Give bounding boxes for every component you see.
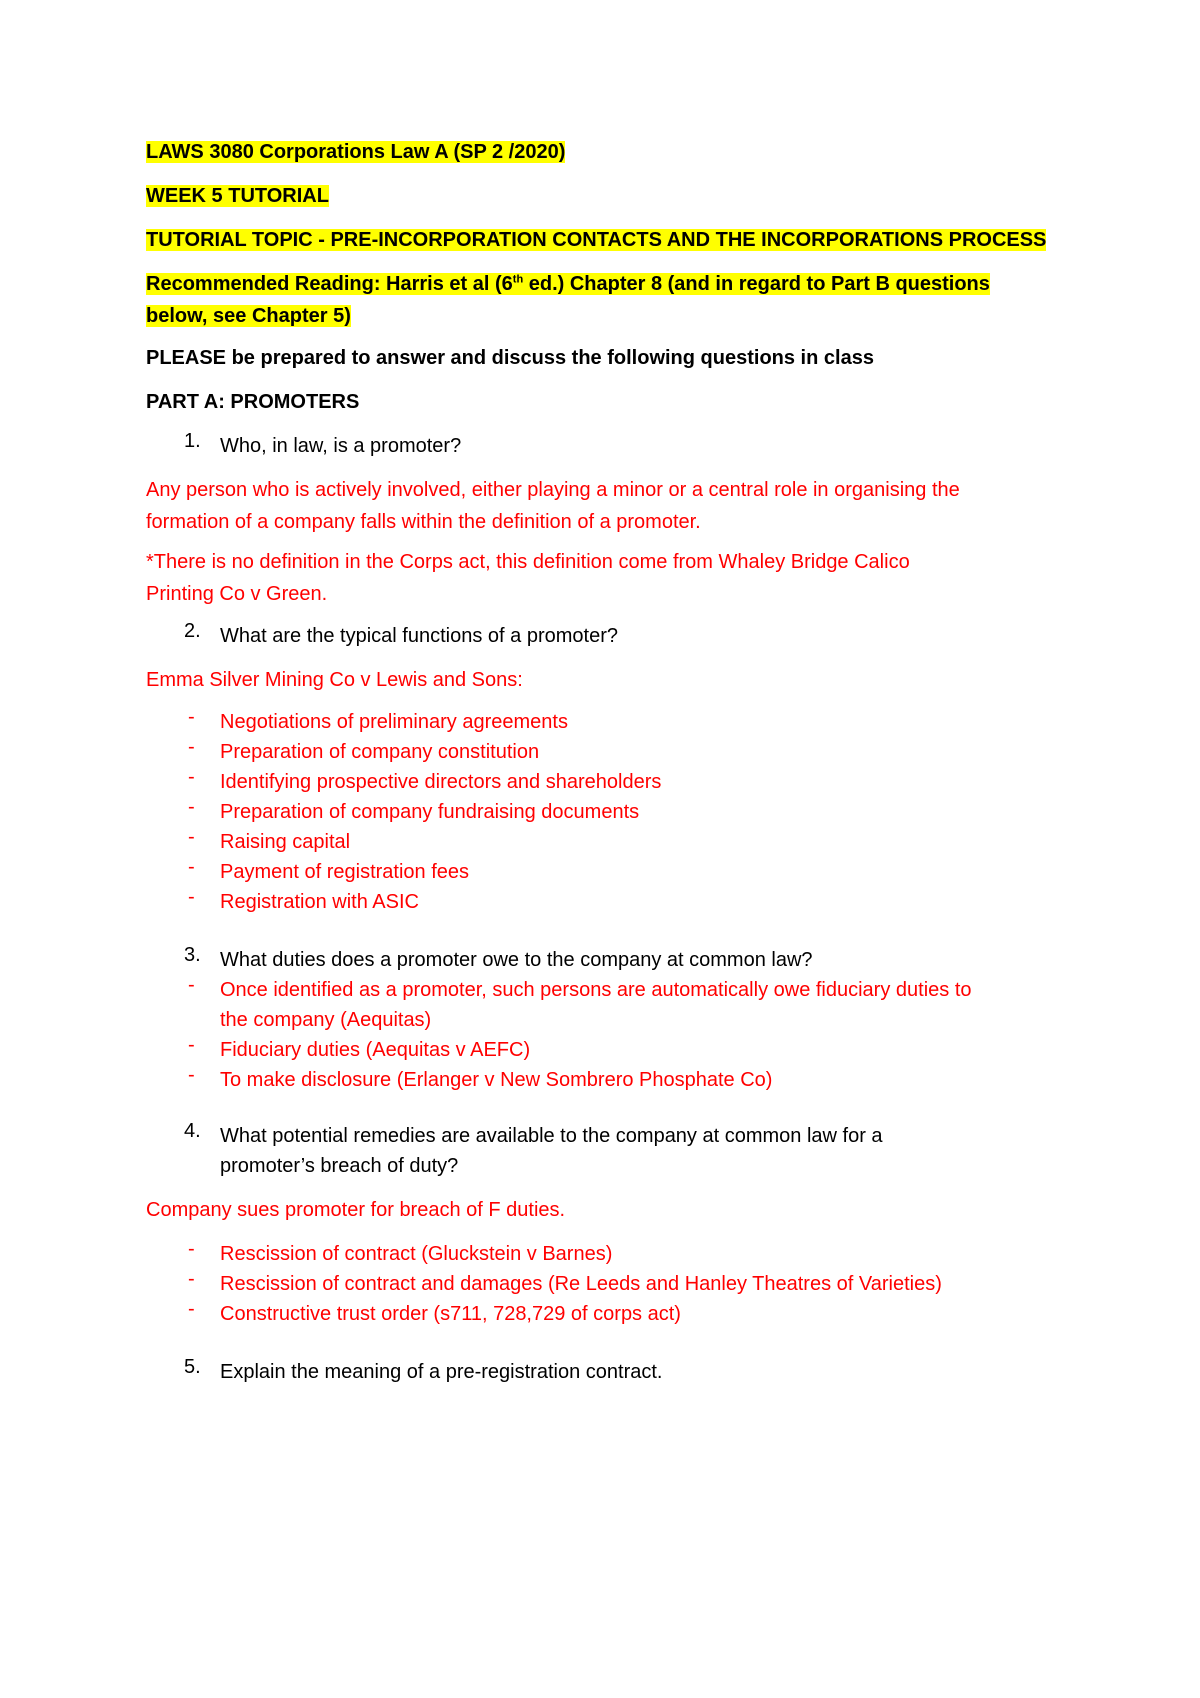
question-3: 3. What duties does a promoter owe to the company at common law? [184,944,813,971]
topic-title: TUTORIAL TOPIC - PRE-INCORPORATION CONTACTS AND THE INCORPORATIONS PROCESS [146,229,1047,251]
list-item: - Preparation of company fundraising documents [188,796,640,823]
list-item: - Once identified as a promoter, such persons are automatically owe fiduciary duties to [188,974,972,1001]
question-4: 4. What potential remedies are available to the company at common law for a [184,1120,883,1147]
question-2: 2. What are the typical functions of a promoter? [184,620,618,647]
list-item: - To make disclosure (Erlanger v New Sombrero Phosphate Co) [188,1064,773,1091]
list-item: - Fiduciary duties (Aequitas v AEFC) [188,1034,531,1061]
question-1: 1. Who, in law, is a promoter? [184,430,462,457]
course-title: LAWS 3080 Corporations Law A (SP 2 /2020) [146,141,566,163]
list-item: - Identifying prospective directors and shareholders [188,766,662,793]
list-item: - Registration with ASIC [188,886,419,913]
question-4-continuation: promoter’s breach of duty? [220,1155,459,1177]
part-a-heading: PART A: PROMOTERS [146,391,360,413]
recommended-reading: Recommended Reading: Harris et al (6th ed.) Chapter 8 (and in regard to Part B questions below, see Chapter 5) [146,273,990,327]
answer-1-definition: Any person who is actively involved, either playing a minor or a central role in organising the formation of a company falls within the definition of a promoter. [146,479,960,533]
list-item: - Raising capital [188,826,351,853]
list-item: - Rescission of contract (Gluckstein v Barnes) [188,1238,613,1265]
week-title: WEEK 5 TUTORIAL [146,185,329,207]
list-item: - Negotiations of preliminary agreements [188,706,568,733]
answer-4-intro: Company sues promoter for breach of F duties. [146,1199,566,1221]
list-item-continuation: the company (Aequitas) [220,1009,432,1031]
answer-1-note: *There is no definition in the Corps act, this definition come from Whaley Bridge Calico Printing Co v Green. [146,551,910,605]
list-item: - Rescission of contract and damages (Re Leeds and Hanley Theatres of Varieties) [188,1268,942,1295]
question-5: 5. Explain the meaning of a pre-registration contract. [184,1356,663,1383]
list-item: - Preparation of company constitution [188,736,540,763]
list-item: - Payment of registration fees [188,856,470,883]
list-item: - Constructive trust order (s711, 728,729 of corps act) [188,1298,681,1325]
intro-text: PLEASE be prepared to answer and discuss the following questions in class [146,347,874,369]
answer-2-case: Emma Silver Mining Co v Lewis and Sons: [146,669,523,691]
